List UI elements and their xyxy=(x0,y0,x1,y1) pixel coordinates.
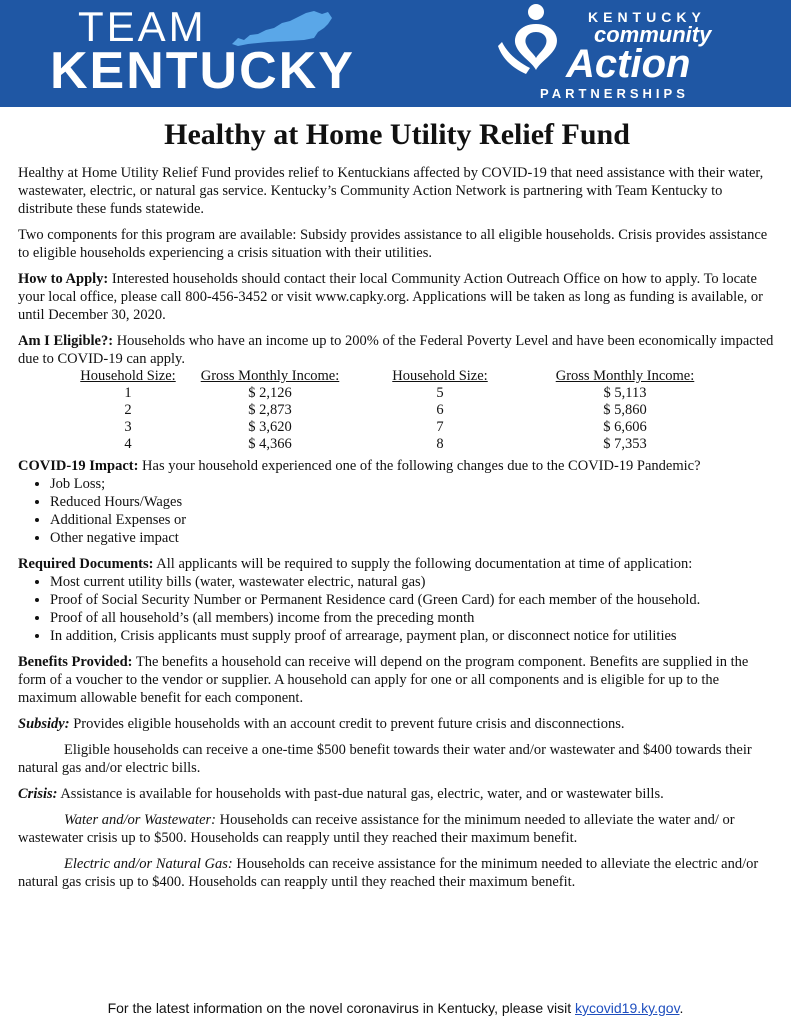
income-cell: $ 5,113 xyxy=(603,385,647,401)
eligibility-label: Am I Eligible?: xyxy=(18,333,114,349)
water-crisis-label: Water and/or Wastewater: xyxy=(64,812,216,828)
kentucky-text: KENTUCKY xyxy=(50,42,355,100)
benefits-text: The benefits a household can receive will depend on the program component. Benefits are supplied in the form of a voucher to the vendor or supplier. A household can apply for one or all components and is eligible for up to the maximum allowable benefit for each component. xyxy=(18,654,749,706)
benefits-label: Benefits Provided: xyxy=(18,654,133,670)
team-text: TEAM xyxy=(78,3,207,50)
list-item: • Additional Expenses or xyxy=(50,511,776,529)
list-item: • Other negative impact xyxy=(50,529,776,547)
document-body xyxy=(18,116,776,899)
crisis-label: Crisis: xyxy=(18,786,58,802)
list-item: • Reduced Hours/Wages xyxy=(50,493,776,511)
income-cell: $ 5,860 xyxy=(603,402,647,418)
how-to-apply-text: Interested households should contact their local Community Action Outreach Office on how to apply. To locate your local office, please call 800-456-3452 or visit www.capky.org. Applications will be taken as long as funding is available, or until December 30, 2020. xyxy=(18,271,763,323)
household-size-cell: 8 xyxy=(436,436,444,452)
kcap-kentucky-text: KENTUCKY xyxy=(588,9,706,25)
household-size-cell: 3 xyxy=(124,419,132,435)
kycovid-link[interactable]: kycovid19.ky.gov xyxy=(575,1000,680,1016)
subsidy-detail-paragraph: Eligible households can receive a one-time $500 benefit towards their water and/or wastewater and $400 towards their natural gas and/or electric bills. xyxy=(18,742,752,776)
crisis-paragraph xyxy=(18,785,776,803)
list-item: • Proof of all household’s (all members) income from the preceding month xyxy=(50,609,776,627)
electric-crisis-paragraph xyxy=(18,855,776,891)
income-cell: $ 4,366 xyxy=(248,436,292,452)
header-banner xyxy=(0,0,791,107)
income-cell: $ 7,353 xyxy=(603,436,647,452)
crisis-text: Assistance is available for households with past-due natural gas, electric, water, and or wastewater bills. xyxy=(57,786,664,802)
table-row xyxy=(66,402,720,419)
components-paragraph: Two components for this program are available: Subsidy provides assistance to all eligible households. Crisis provides assistance to eligible households experiencing a crisis situation with their utilities. xyxy=(18,227,768,261)
income-cell: $ 2,126 xyxy=(248,385,292,401)
income-cell: $ 6,606 xyxy=(603,419,647,435)
how-to-apply-paragraph xyxy=(18,270,776,324)
documents-text: All applicants will be required to supply the following documentation at time of application: xyxy=(153,556,693,572)
water-crisis-text: Households can receive assistance for the minimum needed to alleviate the water and/ or wastewater crisis up to $500. Households can reapply until they reached their maximum benefit. xyxy=(18,812,735,846)
documents-label: Required Documents: xyxy=(18,556,154,572)
subsidy-text: Provides eligible households with an account credit to prevent future crisis and disconnections. xyxy=(69,716,625,732)
table-row xyxy=(66,419,720,436)
covid-impact-text: Has your household experienced one of the following changes due to the COVID-19 Pandemic? xyxy=(138,458,701,474)
intro-paragraph: Healthy at Home Utility Relief Fund provides relief to Kentuckians affected by COVID-19 that need assistance with their water, wastewater, electric, or natural gas service. Kentucky’s Community Action Network is partnering with Team Kentucky to distribute these funds statewide. xyxy=(18,165,764,217)
kcap-action-text: Action xyxy=(566,42,691,86)
household-size-cell: 2 xyxy=(124,402,132,418)
kcap-community-text: community xyxy=(594,22,712,47)
water-crisis-paragraph xyxy=(18,811,776,847)
benefits-paragraph xyxy=(18,653,776,707)
kcap-partnerships-text: PARTNERSHIPS xyxy=(540,86,689,101)
subsidy-paragraph xyxy=(18,715,776,733)
table-row xyxy=(66,436,720,453)
household-size-cell: 5 xyxy=(436,385,444,401)
impact-list xyxy=(18,475,776,547)
income-table-header xyxy=(66,368,720,385)
footer-period: . xyxy=(679,1000,684,1016)
documents-paragraph xyxy=(18,555,776,573)
hands-heart-logo-icon xyxy=(496,2,576,86)
household-size-cell: 4 xyxy=(124,436,132,452)
eligibility-paragraph xyxy=(18,332,776,368)
income-cell: $ 2,873 xyxy=(248,402,292,418)
page-footer xyxy=(0,1000,791,1016)
header-gross-income-1: Gross Monthly Income: xyxy=(200,368,340,384)
table-row xyxy=(66,385,720,402)
list-item: • Most current utility bills (water, wastewater electric, natural gas) xyxy=(50,573,776,591)
electric-crisis-label: Electric and/or Natural Gas: xyxy=(64,856,233,872)
footer-text: For the latest information on the novel coronavirus in Kentucky, please visit xyxy=(107,1000,575,1016)
subsidy-label: Subsidy: xyxy=(18,716,70,732)
covid-impact-label: COVID-19 Impact: xyxy=(18,458,139,474)
list-item: • In addition, Crisis applicants must supply proof of arrearage, payment plan, or disconnect notice for utilities xyxy=(50,627,776,645)
header-household-size-1: Household Size: xyxy=(80,368,176,384)
household-size-cell: 1 xyxy=(124,385,132,401)
income-table xyxy=(66,368,720,453)
list-item: • Proof of Social Security Number or Permanent Residence card (Green Card) for each member of the household. xyxy=(50,591,776,609)
household-size-cell: 6 xyxy=(436,402,444,418)
page-title: Healthy at Home Utility Relief Fund xyxy=(164,118,630,151)
header-gross-income-2: Gross Monthly Income: xyxy=(555,368,695,384)
household-size-cell: 7 xyxy=(436,419,444,435)
income-cell: $ 3,620 xyxy=(248,419,292,435)
documents-list xyxy=(18,573,776,645)
list-item: • Job Loss; xyxy=(50,475,776,493)
header-household-size-2: Household Size: xyxy=(392,368,488,384)
electric-crisis-text: Households can receive assistance for the minimum needed to alleviate the electric and/or natural gas crisis up to $400. Households can reapply until they reached their maximum benefit. xyxy=(18,856,759,890)
eligibility-text: Households who have an income up to 200% of the Federal Poverty Level and have been economically impacted due to COVID-19 can apply. xyxy=(18,333,774,367)
covid-impact-paragraph xyxy=(18,457,776,475)
how-to-apply-label: How to Apply: xyxy=(18,271,109,287)
